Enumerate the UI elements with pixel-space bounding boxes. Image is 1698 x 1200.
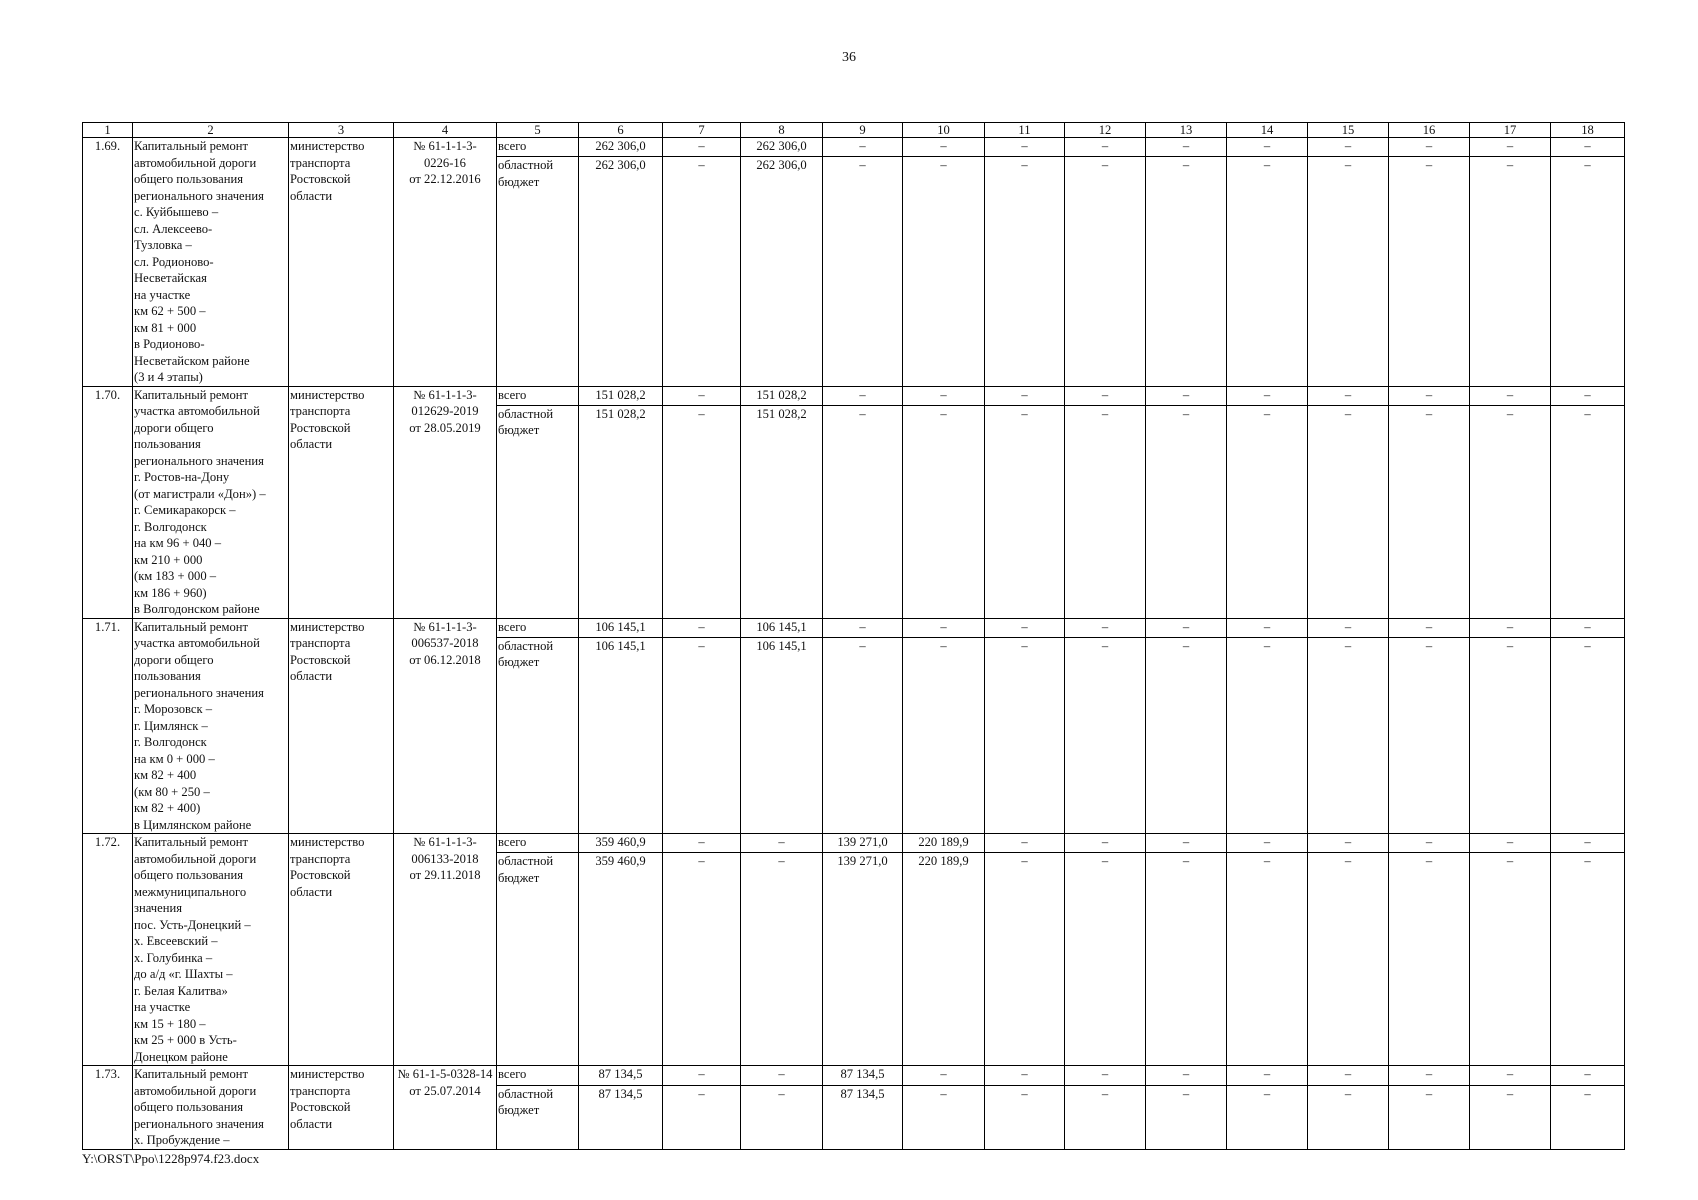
value-cell-col-18: – [1551,138,1625,157]
value-cell-col-12: – [1065,1066,1146,1086]
source-regional-budget-label: областной бюджет [497,157,579,386]
value-cell-col-11: – [985,157,1065,386]
value-cell-col-13: – [1146,1085,1227,1149]
value-cell-col-9: – [823,386,903,405]
value-cell-col-9: 87 134,5 [823,1085,903,1149]
table-row [83,1066,1625,1086]
value-cell-col-15: – [1308,157,1389,386]
object-name: Капитальный ремонт участка автомобильной дороги общего пользования регионального значения г. Морозовск – г. Цимлянск – г. Волгодонск на км 0 + 000 – км 82 + 400 (км 80 + 250 – км 82 + 400) в Цимлянском районе [133,618,289,834]
value-cell-col-9: 87 134,5 [823,1066,903,1086]
value-cell-col-14: – [1227,853,1308,1066]
value-cell-col-6: 87 134,5 [579,1085,663,1149]
column-number-5: 5 [497,123,579,138]
value-cell-col-7: – [663,618,741,637]
row-number: 1.69. [83,138,133,387]
value-cell-col-16: – [1389,834,1470,853]
value-cell-col-11: – [985,405,1065,618]
responsible-agency: министерство транспорта Ростовской области [289,834,394,1066]
value-cell-col-6: 262 306,0 [579,138,663,157]
value-cell-col-17: – [1470,1085,1551,1149]
column-number-4: 4 [394,123,497,138]
source-total-label: всего [497,834,579,853]
value-cell-col-13: – [1146,386,1227,405]
value-cell-col-16: – [1389,1085,1470,1149]
value-cell-col-13: – [1146,834,1227,853]
table-row [83,138,1625,157]
value-cell-col-12: – [1065,618,1146,637]
column-number-11: 11 [985,123,1065,138]
value-cell-col-15: – [1308,834,1389,853]
table-row [83,834,1625,853]
column-number-16: 16 [1389,123,1470,138]
value-cell-col-15: – [1308,853,1389,1066]
value-cell-col-15: – [1308,1066,1389,1086]
value-cell-col-16: – [1389,1066,1470,1086]
footer-file-path: Y:\ORST\Ppo\1228p974.f23.docx [82,1151,260,1166]
value-cell-col-12: – [1065,637,1146,833]
table-row [83,386,1625,405]
value-cell-col-17: – [1470,386,1551,405]
value-cell-col-7: – [663,834,741,853]
value-cell-col-10: – [903,1066,985,1086]
value-cell-col-10: – [903,157,985,386]
value-cell-col-13: – [1146,157,1227,386]
source-regional-budget-label: областной бюджет [497,853,579,1066]
value-cell-col-8: 106 145,1 [741,618,823,637]
value-cell-col-18: – [1551,853,1625,1066]
value-cell-col-17: – [1470,834,1551,853]
column-number-6: 6 [579,123,663,138]
column-number-7: 7 [663,123,741,138]
value-cell-col-11: – [985,834,1065,853]
value-cell-col-10: – [903,386,985,405]
page-number: 36 [842,50,856,65]
value-cell-col-10: 220 189,9 [903,853,985,1066]
source-total-label: всего [497,386,579,405]
source-regional-budget-label: областной бюджет [497,1085,579,1149]
value-cell-col-15: – [1308,618,1389,637]
value-cell-col-15: – [1308,138,1389,157]
value-cell-col-8: – [741,853,823,1066]
value-cell-col-7: – [663,157,741,386]
object-name: Капитальный ремонт автомобильной дороги общего пользования регионального значения с. Куйбышево – сл. Алексеево- Тузловка – сл. Родионово- Несветайская на участке км 62 + 500 – км 81 + 000 в Родионово- Несветайском районе (3 и 4 этапы) [133,138,289,387]
value-cell-col-9: – [823,618,903,637]
value-cell-col-14: – [1227,138,1308,157]
value-cell-col-9: – [823,138,903,157]
value-cell-col-9: 139 271,0 [823,834,903,853]
value-cell-col-8: 151 028,2 [741,405,823,618]
value-cell-col-14: – [1227,405,1308,618]
source-total-label: всего [497,138,579,157]
value-cell-col-13: – [1146,405,1227,618]
column-number-13: 13 [1146,123,1227,138]
value-cell-col-8: 262 306,0 [741,157,823,386]
value-cell-col-15: – [1308,637,1389,833]
value-cell-col-11: – [985,1085,1065,1149]
budget-table [82,122,1625,1150]
value-cell-col-7: – [663,853,741,1066]
value-cell-col-7: – [663,386,741,405]
value-cell-col-10: – [903,138,985,157]
value-cell-col-8: – [741,1066,823,1086]
value-cell-col-9: – [823,637,903,833]
value-cell-col-9: – [823,405,903,618]
value-cell-col-16: – [1389,138,1470,157]
value-cell-col-10: 220 189,9 [903,834,985,853]
value-cell-col-6: 151 028,2 [579,405,663,618]
object-name: Капитальный ремонт автомобильной дороги общего пользования межмуниципального значения пос. Усть-Донецкий – х. Евсеевский – х. Голубинка – до а/д «г. Шахты – г. Белая Калитва» на участке км 15 + 180 – км 25 + 000 в Усть- Донецком районе [133,834,289,1066]
row-number: 1.70. [83,386,133,618]
value-cell-col-12: – [1065,1085,1146,1149]
table-header [83,123,1625,138]
value-cell-col-16: – [1389,618,1470,637]
value-cell-col-18: – [1551,386,1625,405]
value-cell-col-18: – [1551,618,1625,637]
value-cell-col-11: – [985,386,1065,405]
value-cell-col-18: – [1551,834,1625,853]
table-row [83,618,1625,637]
value-cell-col-7: – [663,1066,741,1086]
source-total-label: всего [497,1066,579,1086]
value-cell-col-6: 262 306,0 [579,157,663,386]
value-cell-col-7: – [663,637,741,833]
column-number-3: 3 [289,123,394,138]
value-cell-col-18: – [1551,405,1625,618]
value-cell-col-7: – [663,405,741,618]
value-cell-col-15: – [1308,1085,1389,1149]
value-cell-col-6: 106 145,1 [579,637,663,833]
column-number-14: 14 [1227,123,1308,138]
value-cell-col-11: – [985,618,1065,637]
value-cell-col-12: – [1065,405,1146,618]
column-number-17: 17 [1470,123,1551,138]
value-cell-col-17: – [1470,618,1551,637]
document-reference: № 61-1-1-3- 006133-2018 от 29.11.2018 [394,834,497,1066]
source-total-label: всего [497,618,579,637]
value-cell-col-14: – [1227,618,1308,637]
table-body [83,138,1625,1150]
value-cell-col-11: – [985,637,1065,833]
value-cell-col-13: – [1146,618,1227,637]
value-cell-col-6: 359 460,9 [579,853,663,1066]
value-cell-col-6: 87 134,5 [579,1066,663,1086]
source-regional-budget-label: областной бюджет [497,405,579,618]
value-cell-col-8: 262 306,0 [741,138,823,157]
document-reference: № 61-1-1-3- 0226-16 от 22.12.2016 [394,138,497,387]
value-cell-col-12: – [1065,853,1146,1066]
responsible-agency: министерство транспорта Ростовской области [289,1066,394,1150]
value-cell-col-18: – [1551,157,1625,386]
source-regional-budget-label: областной бюджет [497,637,579,833]
value-cell-col-16: – [1389,157,1470,386]
row-number: 1.73. [83,1066,133,1150]
value-cell-col-15: – [1308,405,1389,618]
value-cell-col-14: – [1227,637,1308,833]
value-cell-col-6: 151 028,2 [579,386,663,405]
value-cell-col-16: – [1389,637,1470,833]
value-cell-col-14: – [1227,386,1308,405]
column-number-8: 8 [741,123,823,138]
value-cell-col-16: – [1389,853,1470,1066]
responsible-agency: министерство транспорта Ростовской области [289,618,394,834]
value-cell-col-12: – [1065,138,1146,157]
column-numbers-row [83,123,1625,138]
value-cell-col-14: – [1227,157,1308,386]
value-cell-col-7: – [663,1085,741,1149]
value-cell-col-7: – [663,138,741,157]
value-cell-col-13: – [1146,138,1227,157]
value-cell-col-16: – [1389,405,1470,618]
value-cell-col-14: – [1227,1066,1308,1086]
column-number-2: 2 [133,123,289,138]
value-cell-col-16: – [1389,386,1470,405]
value-cell-col-17: – [1470,157,1551,386]
value-cell-col-13: – [1146,853,1227,1066]
responsible-agency: министерство транспорта Ростовской области [289,138,394,387]
value-cell-col-17: – [1470,138,1551,157]
value-cell-col-12: – [1065,157,1146,386]
value-cell-col-10: – [903,1085,985,1149]
value-cell-col-17: – [1470,853,1551,1066]
column-number-15: 15 [1308,123,1389,138]
document-reference: № 61-1-5-0328-14 от 25.07.2014 [394,1066,497,1150]
value-cell-col-9: 139 271,0 [823,853,903,1066]
value-cell-col-14: – [1227,1085,1308,1149]
value-cell-col-18: – [1551,1066,1625,1086]
value-cell-col-17: – [1470,1066,1551,1086]
value-cell-col-15: – [1308,386,1389,405]
object-name: Капитальный ремонт автомобильной дороги общего пользования регионального значения х. Пробуждение – [133,1066,289,1150]
column-number-9: 9 [823,123,903,138]
value-cell-col-6: 106 145,1 [579,618,663,637]
value-cell-col-12: – [1065,386,1146,405]
value-cell-col-17: – [1470,637,1551,833]
value-cell-col-18: – [1551,637,1625,833]
value-cell-col-11: – [985,1066,1065,1086]
value-cell-col-12: – [1065,834,1146,853]
value-cell-col-11: – [985,853,1065,1066]
document-reference: № 61-1-1-3- 006537-2018 от 06.12.2018 [394,618,497,834]
value-cell-col-10: – [903,405,985,618]
value-cell-col-13: – [1146,637,1227,833]
value-cell-col-11: – [985,138,1065,157]
column-number-1: 1 [83,123,133,138]
column-number-18: 18 [1551,123,1625,138]
row-number: 1.72. [83,834,133,1066]
value-cell-col-17: – [1470,405,1551,618]
value-cell-col-8: 151 028,2 [741,386,823,405]
value-cell-col-14: – [1227,834,1308,853]
row-number: 1.71. [83,618,133,834]
value-cell-col-8: 106 145,1 [741,637,823,833]
value-cell-col-9: – [823,157,903,386]
responsible-agency: министерство транспорта Ростовской области [289,386,394,618]
column-number-10: 10 [903,123,985,138]
column-number-12: 12 [1065,123,1146,138]
value-cell-col-10: – [903,637,985,833]
value-cell-col-6: 359 460,9 [579,834,663,853]
object-name: Капитальный ремонт участка автомобильной дороги общего пользования регионального значения г. Ростов-на-Дону (от магистрали «Дон») – г. Семикаракорск – г. Волгодонск на км 96 + 040 – км 210 + 000 (км 183 + 000 – км 186 + 960) в Волгодонском районе [133,386,289,618]
value-cell-col-8: – [741,1085,823,1149]
document-reference: № 61-1-1-3- 012629-2019 от 28.05.2019 [394,386,497,618]
value-cell-col-10: – [903,618,985,637]
value-cell-col-13: – [1146,1066,1227,1086]
value-cell-col-18: – [1551,1085,1625,1149]
value-cell-col-8: – [741,834,823,853]
